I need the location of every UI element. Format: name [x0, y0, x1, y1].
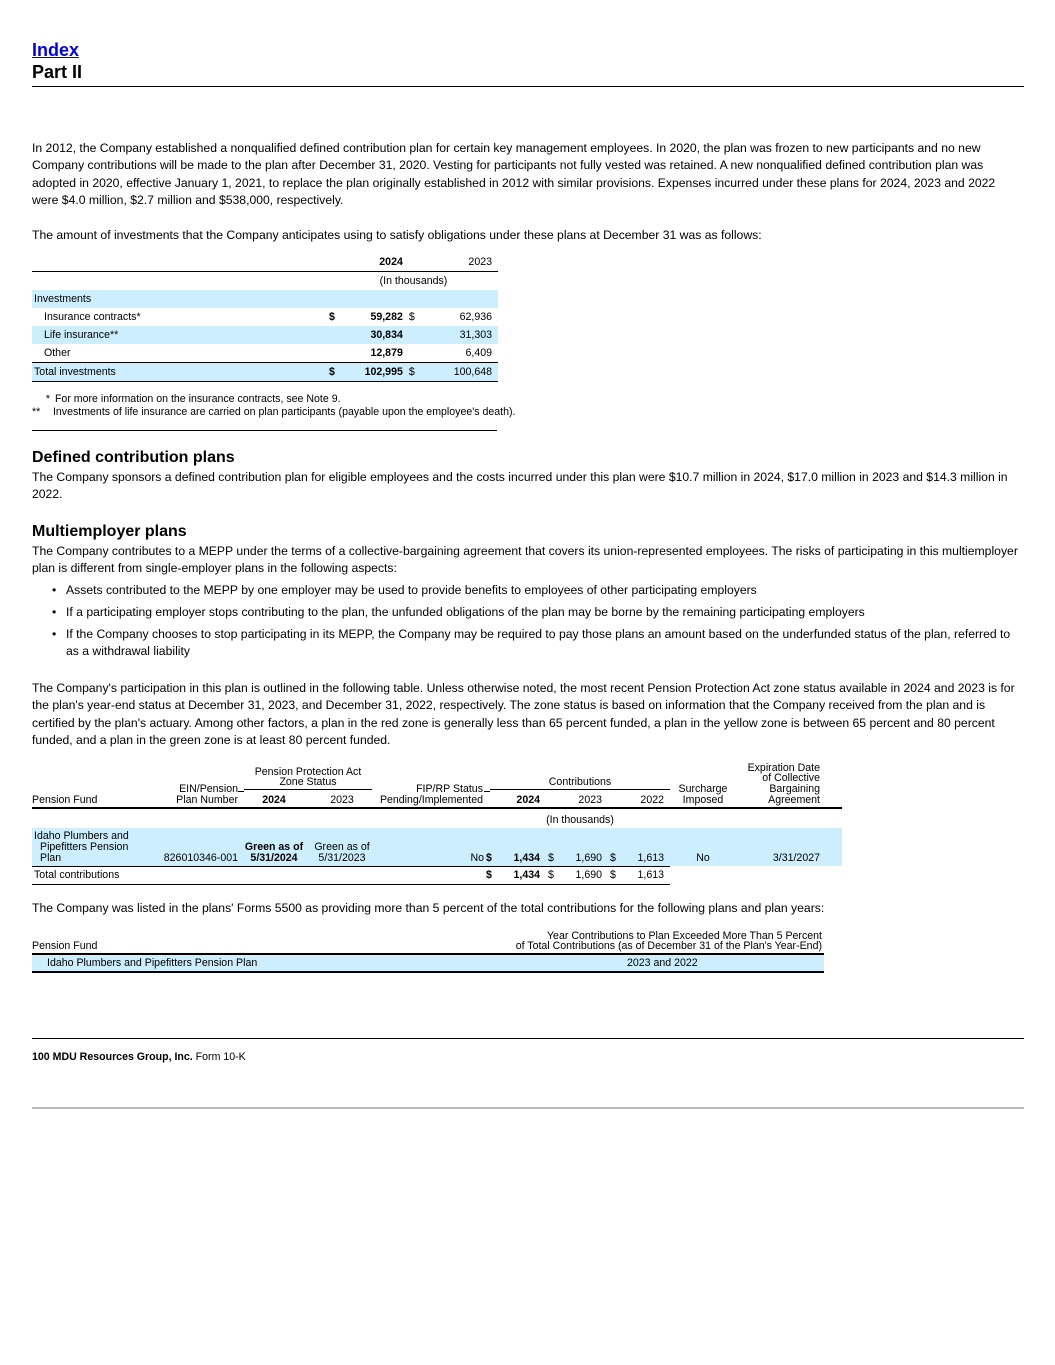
section-row [32, 290, 498, 308]
fund-name: Idaho Plumbers and Pipefitters Pension Plan [47, 957, 258, 969]
investments-intro-paragraph: The amount of investments that the Company anticipates using to satisfy obligations under these plans at December 31 was as follows: [32, 228, 762, 242]
row-divider [32, 866, 670, 867]
currency-sign [329, 326, 339, 344]
h-exp-4: Agreement [768, 794, 820, 806]
currency-sign: $ [408, 366, 415, 378]
h-year-1: Year Contributions to Plan Exceeded More Than 5 Percent [546, 930, 822, 942]
zone-2023-line2: 5/31/2023 [318, 852, 366, 864]
total-bottom-rule [32, 884, 670, 885]
value-2024: 12,879 [370, 347, 403, 359]
units-label: (In thousands) [379, 275, 448, 287]
total-row [32, 363, 498, 382]
table-row [32, 344, 498, 363]
contrib-underline [490, 789, 670, 790]
list-item: • If a participating employer stops contributing to the plan, the unfunded obligations of the plan may be borne by the remaining participating employers [32, 604, 1022, 621]
h-ppa-1: Pension Protection Act [254, 766, 362, 778]
total-contrib-2024: 1,434 [513, 869, 540, 881]
zone-2024-line2: 5/31/2024 [250, 852, 298, 864]
zone-2023-line1: Green as of [314, 841, 370, 853]
table-header-row [32, 253, 498, 272]
currency-sign: $ [328, 366, 335, 378]
contrib-2022: 1,613 [637, 852, 664, 864]
investments-table [32, 253, 498, 382]
table-row [32, 308, 498, 326]
plan-years: 2023 and 2022 [627, 957, 698, 969]
ppa-underline [244, 789, 372, 790]
page-footer [32, 1051, 246, 1063]
total-contrib-2023: 1,690 [575, 869, 602, 881]
total-contrib-2022: 1,613 [637, 869, 664, 881]
h-ein-1: EIN/Pension [179, 783, 238, 795]
nonqualified-plan-paragraph: In 2012, the Company established a nonqualified defined contribution plan for certain key management employees. In 2020, the plan was frozen to new participants and no new Company contributions will be made to the plan after December 31, 2020. Vesting for participants not fully vested was retained. A new nonqualified defined contribution plan was adopted in 2020, effective January 1, 2021, to replace the plan originally established in 2012 with similar provisions. Expenses incurred under these plans for 2024, 2023 and 2022 were $4.0 million, $2.7 million and $538,000, respectively. [32, 141, 996, 207]
total-2024: 102,995 [364, 366, 403, 378]
total-label: Total investments [34, 366, 116, 378]
value-2024: 30,834 [370, 329, 403, 341]
h-fip-2: Pending/Implemented [379, 794, 483, 806]
expiration-value: 3/31/2027 [772, 852, 820, 864]
footer-divider [32, 1038, 1024, 1039]
header-bottom-rule [32, 807, 842, 809]
h-surcharge-2: Imposed [682, 794, 724, 806]
h-ppa-2: Zone Status [279, 776, 337, 788]
total-label: Total contributions [34, 869, 120, 881]
h-c2024: 2024 [516, 794, 540, 806]
table-row [32, 326, 498, 344]
part-title: Part II [32, 62, 83, 82]
footnote-divider [32, 430, 497, 431]
h-ppa-2023: 2023 [330, 794, 354, 806]
fip-value: No [470, 852, 484, 864]
h-ppa-2024: 2024 [262, 794, 286, 806]
row-label: Life insurance** [44, 329, 119, 341]
col-2023-header: 2023 [468, 256, 492, 268]
fund-name-2: Pipefitters Pension [40, 841, 129, 853]
mep-heading: Multiemployer plans [32, 523, 187, 540]
dcp-paragraph: The Company sponsors a defined contribution plan for eligible employees and the costs incurred under this plan were $10.7 million in 2024, $17.0 million in 2023 and $14.3 million in 2022. [32, 470, 1008, 502]
h-year-2: of Total Contributions (as of December 31 of the Plan's Year-End) [515, 940, 822, 952]
fip-connector [484, 791, 490, 792]
footnote-2 [32, 406, 515, 418]
risk-list [32, 582, 1022, 665]
zone-2024-line1: Green as of [244, 841, 304, 853]
footnote-text: Investments of life insurance are carried on plan participants (payable upon the employee's death). [52, 406, 516, 418]
units-label: (In thousands) [546, 814, 614, 826]
table-bottom-rule [32, 971, 824, 973]
currency-sign: $ [548, 852, 554, 864]
value-2023: 31,303 [459, 329, 492, 341]
form-label: Form 10-K [195, 1051, 246, 1063]
footnote-mark: ** [32, 406, 41, 418]
surcharge-value: No [696, 852, 710, 864]
participation-paragraph: The Company's participation in this plan is outlined in the following table. Unless otherwise noted, the most recent Pension Protection Act zone status available in 2024 and 2023 is for the plan's year-end status at December 31, 2023, and December 31, 2022, respectively. The zone status is based on information that the Company received from the plan and is certified by the plan's actuary. Among other factors, a plan in the red zone is generally less than 65 percent funded, a plan in the yellow zone is between 65 percent and 80 percent funded, and a plan in the green zone is at least 80 percent funded. [32, 681, 1015, 747]
h-surcharge-1: Surcharge [678, 783, 728, 795]
header-divider [32, 86, 1024, 87]
page-company: 100 MDU Resources Group, Inc. [32, 1051, 193, 1063]
h-c2022: 2022 [640, 794, 664, 806]
ein-connector [238, 791, 244, 792]
h-exp-1: Expiration Date [747, 762, 820, 774]
currency-sign [409, 326, 419, 344]
currency-sign: $ [328, 311, 335, 323]
value-2024: 59,282 [370, 311, 403, 323]
currency-sign: $ [486, 852, 492, 864]
row-label: Other [44, 347, 71, 359]
value-2023: 6,409 [465, 347, 492, 359]
currency-sign [409, 344, 419, 363]
fund-name-1: Idaho Plumbers and [34, 830, 129, 842]
list-item: • Assets contributed to the MEPP by one employer may be used to provide benefits to employees of other participating employers [32, 582, 1022, 599]
section-label: Investments [34, 293, 92, 305]
h-pension-fund: Pension Fund [32, 794, 98, 806]
page-end-divider [32, 1107, 1024, 1109]
footnote-1 [32, 393, 341, 405]
col-2024-header: 2024 [379, 256, 403, 268]
currency-sign: $ [610, 852, 616, 864]
h-pension-fund: Pension Fund [32, 940, 98, 952]
currency-sign: $ [486, 869, 492, 881]
dcp-heading: Defined contribution plans [32, 449, 235, 466]
fund-name-3: Plan [40, 852, 62, 864]
row-label: Insurance contracts* [44, 311, 141, 323]
h-contributions: Contributions [548, 776, 612, 788]
list-item: • If the Company chooses to stop participating in its MEPP, the Company may be required to pay those plans an amount based on the underfunded status of the plan, referred to as a withdrawal liability [32, 626, 1022, 661]
form5500-paragraph: The Company was listed in the plans' Forms 5500 as providing more than 5 percent of the total contributions for the following plans and plan years: [32, 901, 825, 915]
total-2023: 100,648 [453, 366, 492, 378]
footnote-text: For more information on the insurance contracts, see Note 9. [54, 393, 341, 405]
mep-paragraph: The Company contributes to a MEPP under the terms of a collective-bargaining agreement that covers its union-represented employees. The risks of participating in this multiemployer plan is different from single-employer plans in the following aspects: [32, 544, 1018, 576]
contrib-2024: 1,434 [513, 852, 540, 864]
h-exp-2: of Collective [762, 772, 820, 784]
units-row [32, 272, 498, 291]
currency-sign: $ [610, 869, 616, 881]
ein-value: 826010346-001 [163, 852, 238, 864]
h-exp-3: Bargaining [769, 783, 820, 795]
contrib-2023: 1,690 [575, 852, 602, 864]
currency-sign: $ [408, 311, 415, 323]
h-ein-2: Plan Number [176, 794, 238, 806]
currency-sign: $ [548, 869, 554, 881]
h-fip-1: FIP/RP Status [416, 783, 483, 795]
h-c2023: 2023 [578, 794, 602, 806]
footnote-mark: * [45, 393, 50, 405]
index-link[interactable]: Index [32, 40, 80, 60]
value-2023: 62,936 [459, 311, 492, 323]
currency-sign [329, 344, 339, 363]
